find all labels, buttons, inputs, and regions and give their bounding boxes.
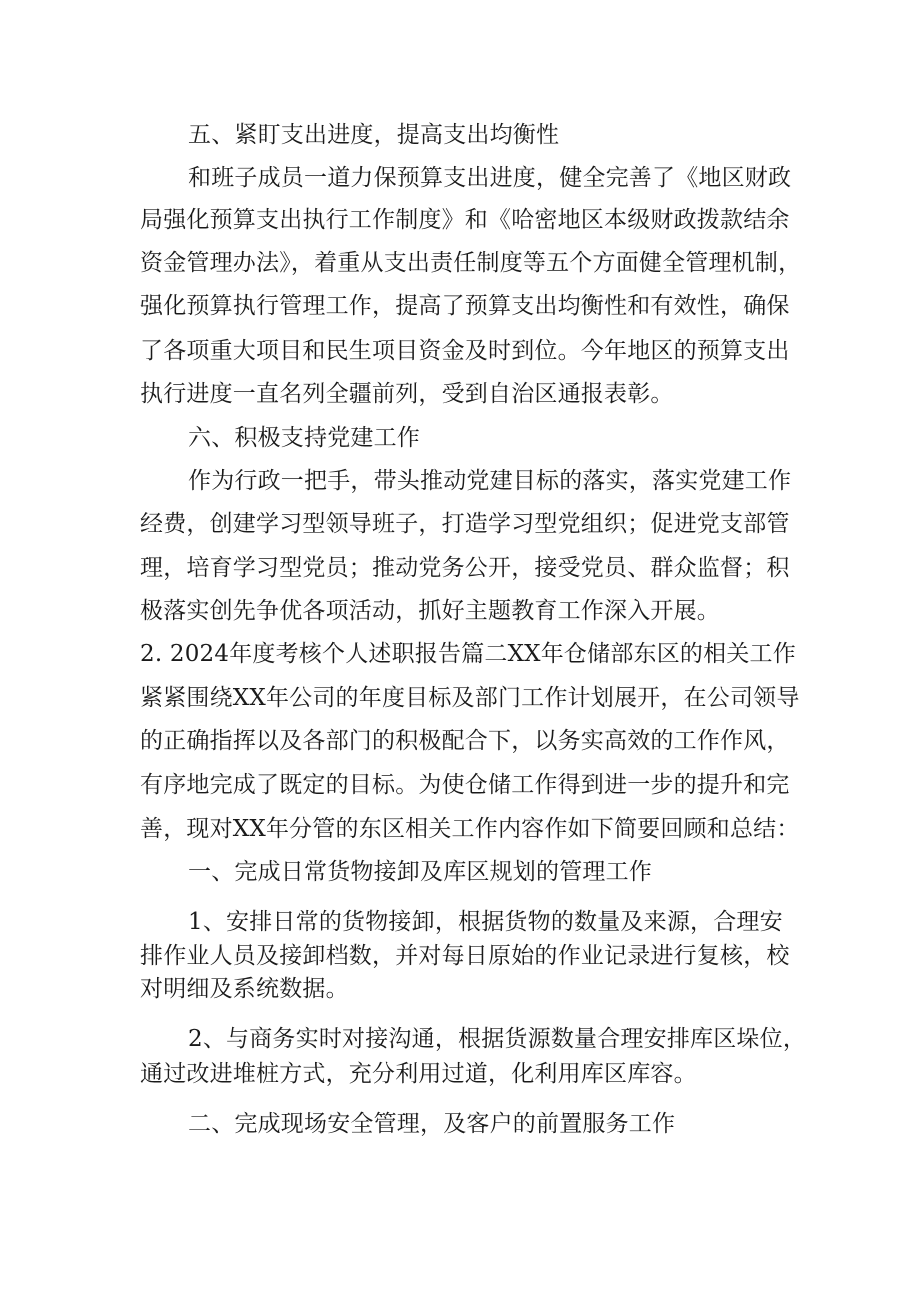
paragraph-line: 经费，创建学习型领导班子，打造学习型党组织；促进党支部管: [140, 511, 790, 537]
paragraph-line: 作为行政一把手，带头推动党建目标的落实，落实党建工作: [188, 468, 792, 494]
paragraph-line: 了各项重大项目和民生项目资金及时到位。今年地区的预算支出: [140, 338, 790, 364]
paragraph-line: 强化预算执行管理工作，提高了预算支出均衡性和有效性，确保: [140, 293, 790, 319]
paragraph-line: 通过改进堆桩方式，充分利用过道，化利用库区库容。: [140, 1061, 697, 1087]
paragraph-line: 对明细及系统数据。: [140, 976, 349, 1002]
paragraph-line: 紧紧围绕XX年公司的年度目标及部门工作计划展开，在公司领导: [140, 685, 800, 711]
section-heading: 五、紧盯支出进度，提高支出均衡性: [188, 122, 560, 148]
paragraph-line: 资金管理办法》，着重从支出责任制度等五个方面健全管理机制，: [140, 250, 802, 276]
paragraph-line: 2、与商务实时对接沟通，根据货源数量合理安排库区垛位，: [188, 1026, 807, 1052]
section-heading: 六、积极支持党建工作: [188, 425, 420, 451]
paragraph-line: 局强化预算支出执行工作制度》和《哈密地区本级财政拨款结余: [140, 207, 790, 233]
paragraph-line: 1、安排日常的货物接卸，根据货物的数量及来源，合理安: [188, 909, 783, 935]
paragraph-line: 的正确指挥以及各部门的积极配合下，以务实高效的工作作风，: [140, 728, 790, 754]
paragraph-line: 极落实创先争优各项活动，抓好主题教育工作深入开展。: [140, 598, 720, 624]
section-heading: 二、完成现场安全管理，及客户的前置服务工作: [188, 1111, 676, 1137]
paragraph-line: 执行进度一直名列全疆前列，受到自治区通报表彰。: [140, 381, 674, 407]
paragraph-line: 排作业人员及接卸档数，并对每日原始的作业记录进行复核，校: [140, 943, 790, 969]
paragraph-line: 和班子成员一道力保预算支出进度，健全完善了《地区财政: [188, 165, 792, 191]
paragraph-line: 有序地完成了既定的目标。为使仓储工作得到进一步的提升和完: [140, 772, 790, 798]
paragraph-line: 理，培育学习型党员；推动党务公开，接受党员、群众监督；积: [140, 555, 790, 581]
section-heading: 一、完成日常货物接卸及库区规划的管理工作: [188, 859, 652, 885]
report-title-line: 2. 2024年度考核个人述职报告篇二XX年仓储部东区的相关工作: [140, 641, 796, 667]
paragraph-line: 善，现对XX年分管的东区相关工作内容作如下简要回顾和总结：: [140, 816, 800, 842]
